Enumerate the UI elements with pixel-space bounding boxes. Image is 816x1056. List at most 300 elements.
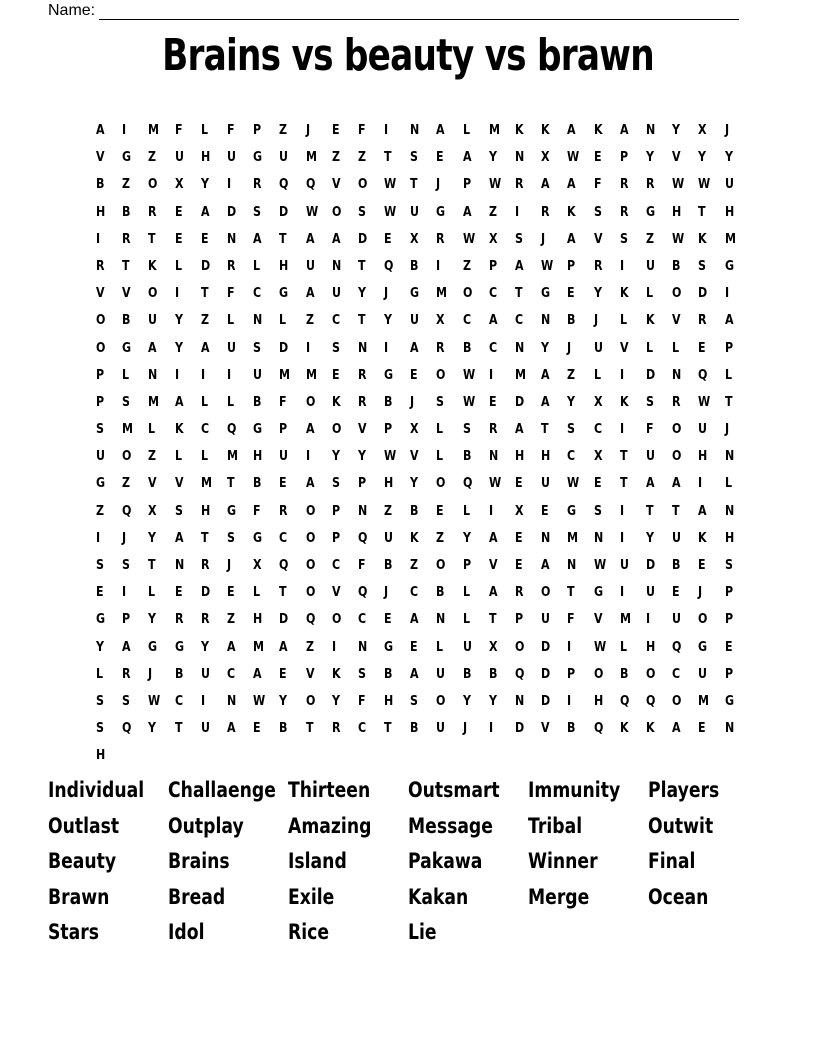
grid-letter[interactable]: O <box>645 666 656 682</box>
grid-letter[interactable]: I <box>619 585 624 601</box>
grid-letter[interactable]: S <box>410 150 419 166</box>
grid-letter[interactable]: B <box>122 313 131 329</box>
grid-letter[interactable]: X <box>698 123 707 138</box>
grid-letter[interactable]: C <box>462 313 471 329</box>
grid-letter[interactable]: H <box>279 258 289 274</box>
grid-letter[interactable]: I <box>645 612 651 628</box>
grid-letter[interactable]: G <box>174 639 184 655</box>
grid-letter[interactable]: U <box>541 612 551 628</box>
grid-letter[interactable]: C <box>593 422 602 438</box>
grid-letter[interactable]: E <box>200 231 209 247</box>
grid-letter[interactable]: Y <box>462 693 471 709</box>
grid-letter[interactable]: C <box>253 286 262 302</box>
grid-letter[interactable]: Y <box>331 693 340 709</box>
grid-letter[interactable]: A <box>567 123 576 138</box>
grid-letter[interactable]: Y <box>148 530 157 546</box>
grid-letter[interactable]: A <box>226 639 236 655</box>
grid-letter[interactable]: W <box>672 231 685 247</box>
grid-letter[interactable]: F <box>253 503 261 519</box>
grid-letter[interactable]: J <box>436 177 441 193</box>
grid-letter[interactable]: R <box>226 258 236 274</box>
grid-letter[interactable]: T <box>148 558 156 573</box>
grid-letter[interactable]: S <box>331 340 340 356</box>
grid-letter[interactable]: I <box>619 258 624 274</box>
grid-letter[interactable]: O <box>698 612 708 628</box>
grid-letter[interactable]: G <box>593 585 603 601</box>
grid-letter[interactable]: Q <box>305 177 315 193</box>
grid-letter[interactable]: H <box>96 204 106 220</box>
grid-letter[interactable]: L <box>226 313 234 329</box>
grid-letter[interactable]: A <box>96 123 105 138</box>
grid-letter[interactable]: O <box>305 503 315 519</box>
grid-letter[interactable]: P <box>567 666 576 682</box>
grid-letter[interactable]: P <box>96 367 105 383</box>
grid-letter[interactable]: U <box>226 340 236 356</box>
grid-letter[interactable]: I <box>305 340 310 356</box>
grid-letter[interactable]: X <box>410 422 419 438</box>
grid-letter[interactable]: A <box>672 721 681 737</box>
grid-letter[interactable]: B <box>462 666 472 682</box>
grid-letter[interactable]: G <box>698 639 708 655</box>
grid-letter[interactable]: C <box>488 286 497 302</box>
grid-letter[interactable]: A <box>645 476 655 492</box>
grid-letter[interactable]: S <box>122 394 131 410</box>
grid-letter[interactable]: W <box>148 693 161 709</box>
grid-letter[interactable]: I <box>96 231 101 247</box>
grid-letter[interactable]: Z <box>462 258 471 274</box>
grid-letter[interactable]: A <box>462 204 472 220</box>
grid-letter[interactable]: P <box>724 340 733 356</box>
grid-letter[interactable]: N <box>724 721 734 737</box>
grid-letter[interactable]: L <box>462 123 470 138</box>
grid-letter[interactable]: N <box>724 503 734 519</box>
grid-letter[interactable]: S <box>253 340 262 356</box>
grid-letter[interactable]: E <box>593 150 602 166</box>
grid-letter[interactable]: I <box>122 585 127 601</box>
grid-letter[interactable]: Q <box>122 503 132 519</box>
grid-letter[interactable]: B <box>410 503 419 519</box>
grid-letter[interactable]: A <box>279 639 288 655</box>
grid-letter[interactable]: S <box>724 558 733 573</box>
grid-letter[interactable]: D <box>541 693 551 709</box>
grid-letter[interactable]: I <box>619 530 624 546</box>
grid-letter[interactable]: W <box>593 558 606 573</box>
grid-letter[interactable]: I <box>96 530 101 546</box>
grid-letter[interactable]: M <box>200 476 212 492</box>
grid-letter[interactable]: A <box>200 204 210 220</box>
grid-letter[interactable]: O <box>331 204 342 220</box>
grid-letter[interactable]: N <box>226 231 237 247</box>
grid-letter[interactable]: B <box>567 721 576 737</box>
grid-letter[interactable]: O <box>672 286 682 302</box>
grid-letter[interactable]: L <box>436 422 444 438</box>
grid-letter[interactable]: N <box>541 313 551 329</box>
grid-letter[interactable]: W <box>567 150 580 166</box>
grid-letter[interactable]: F <box>357 693 366 709</box>
grid-letter[interactable]: L <box>200 449 208 465</box>
grid-letter[interactable]: Y <box>645 530 654 546</box>
grid-letter[interactable]: I <box>619 503 624 519</box>
grid-letter[interactable]: R <box>436 231 445 247</box>
grid-letter[interactable]: X <box>174 177 184 193</box>
grid-letter[interactable]: O <box>462 286 473 302</box>
grid-letter[interactable]: Z <box>148 449 157 465</box>
grid-letter[interactable]: P <box>384 422 393 438</box>
grid-letter[interactable]: P <box>619 150 628 166</box>
grid-letter[interactable]: S <box>96 721 104 737</box>
grid-letter[interactable]: B <box>410 721 419 737</box>
grid-letter[interactable]: B <box>253 394 262 410</box>
grid-letter[interactable]: T <box>698 204 706 220</box>
grid-letter[interactable]: T <box>619 476 628 492</box>
grid-letter[interactable]: W <box>384 204 397 220</box>
grid-letter[interactable]: R <box>698 313 707 329</box>
grid-letter[interactable]: Y <box>384 313 393 329</box>
grid-letter[interactable]: P <box>724 666 733 682</box>
grid-letter[interactable]: H <box>698 449 708 465</box>
grid-letter[interactable]: Z <box>567 367 576 383</box>
grid-letter[interactable]: Z <box>305 313 314 329</box>
grid-letter[interactable]: S <box>436 394 445 410</box>
grid-letter[interactable]: O <box>672 449 682 465</box>
grid-letter[interactable]: Z <box>122 177 131 193</box>
grid-letter[interactable]: P <box>279 422 288 438</box>
grid-letter[interactable]: S <box>645 394 654 410</box>
grid-letter[interactable]: P <box>724 585 733 601</box>
grid-letter[interactable]: A <box>541 558 550 573</box>
grid-letter[interactable]: D <box>279 340 289 356</box>
grid-letter[interactable]: X <box>515 503 524 519</box>
grid-letter[interactable]: B <box>279 721 288 737</box>
grid-letter[interactable]: R <box>593 258 603 274</box>
grid-letter[interactable]: L <box>174 449 182 465</box>
grid-letter[interactable]: M <box>148 394 160 410</box>
grid-letter[interactable]: D <box>698 286 708 302</box>
grid-letter[interactable]: J <box>226 558 232 573</box>
grid-letter[interactable]: S <box>357 666 366 682</box>
grid-letter[interactable]: A <box>305 422 315 438</box>
grid-letter[interactable]: Y <box>410 476 419 492</box>
grid-letter[interactable]: K <box>331 394 341 410</box>
name-line[interactable] <box>99 4 739 20</box>
grid-letter[interactable]: I <box>331 639 336 655</box>
grid-letter[interactable]: Y <box>148 612 157 628</box>
grid-letter[interactable]: E <box>253 721 261 737</box>
grid-letter[interactable]: Y <box>488 150 497 166</box>
grid-letter[interactable]: J <box>148 666 153 682</box>
grid-letter[interactable]: U <box>96 449 105 465</box>
grid-letter[interactable]: Z <box>226 612 235 628</box>
grid-letter[interactable]: H <box>96 748 106 764</box>
grid-letter[interactable]: H <box>253 612 263 628</box>
grid-letter[interactable]: L <box>593 367 601 383</box>
grid-letter[interactable]: I <box>488 367 493 383</box>
grid-letter[interactable]: K <box>619 394 629 410</box>
grid-letter[interactable]: R <box>122 231 131 247</box>
grid-letter[interactable]: N <box>515 693 525 709</box>
grid-letter[interactable]: X <box>488 639 498 655</box>
grid-letter[interactable]: O <box>305 394 315 410</box>
grid-letter[interactable]: R <box>619 204 629 220</box>
grid-letter[interactable]: T <box>357 313 366 329</box>
grid-letter[interactable]: C <box>279 530 288 546</box>
grid-letter[interactable]: P <box>357 476 366 492</box>
grid-letter[interactable]: I <box>384 340 389 356</box>
grid-letter[interactable]: I <box>174 367 179 383</box>
grid-letter[interactable]: W <box>384 177 397 193</box>
grid-letter[interactable]: E <box>515 558 523 573</box>
grid-letter[interactable]: E <box>593 476 602 492</box>
grid-letter[interactable]: P <box>488 258 497 274</box>
grid-letter[interactable]: V <box>593 612 603 628</box>
grid-letter[interactable]: K <box>148 258 157 274</box>
grid-letter[interactable]: U <box>148 313 158 329</box>
grid-letter[interactable]: N <box>357 639 368 655</box>
grid-letter[interactable]: L <box>619 639 627 655</box>
grid-letter[interactable]: E <box>174 231 183 247</box>
grid-letter[interactable]: S <box>96 693 104 709</box>
grid-letter[interactable]: X <box>436 313 445 329</box>
grid-letter[interactable]: T <box>724 394 733 410</box>
grid-letter[interactable]: Y <box>148 721 157 737</box>
grid-letter[interactable]: V <box>148 476 157 492</box>
grid-letter[interactable]: G <box>384 367 394 383</box>
grid-letter[interactable]: S <box>462 422 471 438</box>
grid-letter[interactable]: N <box>357 340 368 356</box>
grid-letter[interactable]: J <box>462 721 467 737</box>
grid-letter[interactable]: P <box>331 503 340 519</box>
grid-letter[interactable]: C <box>174 693 183 709</box>
grid-letter[interactable]: G <box>384 639 394 655</box>
grid-letter[interactable]: A <box>488 585 498 601</box>
grid-letter[interactable]: G <box>96 476 106 492</box>
grid-letter[interactable]: A <box>174 530 184 546</box>
grid-letter[interactable]: Z <box>357 150 366 166</box>
grid-letter[interactable]: A <box>515 422 524 438</box>
grid-letter[interactable]: L <box>174 258 182 274</box>
grid-letter[interactable]: Q <box>279 558 289 573</box>
grid-letter[interactable]: M <box>488 123 500 138</box>
grid-letter[interactable]: O <box>305 693 315 709</box>
grid-letter[interactable]: V <box>619 340 629 356</box>
grid-letter[interactable]: T <box>567 585 575 601</box>
grid-letter[interactable]: G <box>96 612 106 628</box>
grid-letter[interactable]: T <box>305 721 314 737</box>
grid-letter[interactable]: J <box>384 585 389 601</box>
grid-letter[interactable]: U <box>279 449 289 465</box>
grid-letter[interactable]: R <box>122 666 131 682</box>
grid-letter[interactable]: W <box>672 177 685 193</box>
grid-letter[interactable]: Y <box>698 150 707 166</box>
grid-letter[interactable]: P <box>567 258 576 274</box>
grid-letter[interactable]: A <box>305 286 315 302</box>
grid-letter[interactable]: M <box>305 367 317 383</box>
grid-letter[interactable]: V <box>541 721 550 737</box>
grid-letter[interactable]: Z <box>331 150 340 166</box>
grid-letter[interactable]: V <box>96 286 105 302</box>
grid-letter[interactable]: E <box>174 204 183 220</box>
grid-letter[interactable]: Q <box>462 476 473 492</box>
grid-letter[interactable]: U <box>436 666 446 682</box>
grid-letter[interactable]: A <box>436 123 445 138</box>
grid-letter[interactable]: Z <box>96 503 105 519</box>
grid-letter[interactable]: N <box>357 503 368 519</box>
grid-letter[interactable]: G <box>253 422 263 438</box>
grid-letter[interactable]: E <box>488 394 497 410</box>
grid-letter[interactable]: H <box>200 150 211 166</box>
grid-letter[interactable]: U <box>410 204 420 220</box>
grid-letter[interactable]: H <box>384 693 394 709</box>
grid-letter[interactable]: R <box>200 558 210 573</box>
grid-letter[interactable]: U <box>672 530 682 546</box>
grid-letter[interactable]: A <box>331 231 341 247</box>
grid-letter[interactable]: Q <box>305 612 315 628</box>
grid-letter[interactable]: R <box>174 612 184 628</box>
grid-letter[interactable]: A <box>462 150 472 166</box>
grid-letter[interactable]: B <box>619 666 629 682</box>
grid-letter[interactable]: N <box>724 449 734 465</box>
grid-letter[interactable]: T <box>122 258 130 274</box>
grid-letter[interactable]: C <box>200 422 209 438</box>
grid-letter[interactable]: T <box>410 177 418 193</box>
grid-letter[interactable]: Y <box>567 394 576 410</box>
grid-letter[interactable]: U <box>200 666 210 682</box>
grid-letter[interactable]: A <box>200 340 210 356</box>
grid-letter[interactable]: K <box>515 123 524 138</box>
grid-letter[interactable]: Y <box>200 639 209 655</box>
grid-letter[interactable]: M <box>148 123 160 138</box>
grid-letter[interactable]: E <box>410 639 418 655</box>
grid-letter[interactable]: C <box>488 340 497 356</box>
grid-letter[interactable]: Q <box>672 639 682 655</box>
grid-letter[interactable]: S <box>122 693 131 709</box>
grid-letter[interactable]: U <box>279 150 289 166</box>
grid-letter[interactable]: F <box>357 123 366 138</box>
grid-letter[interactable]: G <box>645 204 656 220</box>
grid-letter[interactable]: A <box>488 530 498 546</box>
grid-letter[interactable]: I <box>567 693 572 709</box>
grid-letter[interactable]: C <box>226 666 236 682</box>
grid-letter[interactable]: D <box>279 204 289 220</box>
grid-letter[interactable]: X <box>148 503 157 519</box>
grid-letter[interactable]: O <box>331 612 342 628</box>
grid-letter[interactable]: Y <box>279 693 288 709</box>
grid-letter[interactable]: K <box>698 231 707 247</box>
grid-letter[interactable]: S <box>593 503 602 519</box>
grid-letter[interactable]: V <box>672 150 681 166</box>
grid-letter[interactable]: Y <box>541 340 550 356</box>
grid-letter[interactable]: Q <box>698 367 708 383</box>
grid-letter[interactable]: S <box>567 422 576 438</box>
grid-letter[interactable]: Y <box>357 449 366 465</box>
grid-letter[interactable]: L <box>462 585 470 601</box>
grid-letter[interactable]: Q <box>593 721 603 737</box>
grid-letter[interactable]: K <box>698 530 707 546</box>
grid-letter[interactable]: D <box>200 258 210 274</box>
grid-letter[interactable]: Y <box>488 693 497 709</box>
grid-letter[interactable]: J <box>122 530 127 546</box>
grid-letter[interactable]: G <box>410 286 420 302</box>
grid-letter[interactable]: N <box>253 313 263 329</box>
grid-letter[interactable]: E <box>96 585 104 601</box>
grid-letter[interactable]: L <box>279 313 287 329</box>
grid-letter[interactable]: E <box>541 503 549 519</box>
grid-letter[interactable]: D <box>541 666 551 682</box>
grid-letter[interactable]: O <box>515 639 525 655</box>
grid-letter[interactable]: U <box>410 313 420 329</box>
grid-letter[interactable]: R <box>645 177 655 193</box>
grid-letter[interactable]: W <box>698 177 711 193</box>
grid-letter[interactable]: S <box>96 422 104 438</box>
grid-letter[interactable]: G <box>541 286 551 302</box>
grid-letter[interactable]: V <box>672 313 681 329</box>
grid-letter[interactable]: K <box>567 204 576 220</box>
grid-letter[interactable]: W <box>567 476 580 492</box>
grid-letter[interactable]: P <box>515 612 524 628</box>
grid-letter[interactable]: S <box>698 258 707 274</box>
grid-letter[interactable]: A <box>488 313 498 329</box>
grid-letter[interactable]: N <box>410 123 420 138</box>
grid-letter[interactable]: E <box>174 585 183 601</box>
grid-letter[interactable]: A <box>619 123 629 138</box>
grid-letter[interactable]: F <box>174 123 183 138</box>
grid-letter[interactable]: B <box>672 558 681 573</box>
grid-letter[interactable]: O <box>122 449 132 465</box>
grid-letter[interactable]: N <box>567 558 577 573</box>
grid-letter[interactable]: U <box>200 721 210 737</box>
grid-letter[interactable]: Z <box>410 558 419 573</box>
grid-letter[interactable]: U <box>645 258 655 274</box>
grid-letter[interactable]: B <box>96 177 105 193</box>
grid-letter[interactable]: F <box>567 612 575 628</box>
grid-letter[interactable]: E <box>410 367 418 383</box>
grid-letter[interactable]: S <box>253 204 262 220</box>
grid-letter[interactable]: T <box>279 231 287 247</box>
grid-letter[interactable]: A <box>253 666 262 682</box>
grid-letter[interactable]: N <box>488 449 499 465</box>
grid-letter[interactable]: T <box>645 503 654 519</box>
grid-letter[interactable]: R <box>515 177 524 193</box>
grid-letter[interactable]: A <box>122 639 131 655</box>
grid-letter[interactable]: F <box>593 177 602 193</box>
grid-letter[interactable]: U <box>541 476 551 492</box>
grid-letter[interactable]: D <box>645 367 656 383</box>
grid-letter[interactable]: H <box>200 503 211 519</box>
grid-letter[interactable]: A <box>698 503 707 519</box>
grid-letter[interactable]: A <box>567 231 576 247</box>
grid-letter[interactable]: C <box>567 449 576 465</box>
grid-letter[interactable]: Z <box>200 313 209 329</box>
grid-letter[interactable]: G <box>148 639 158 655</box>
grid-letter[interactable]: X <box>593 394 603 410</box>
grid-letter[interactable]: Q <box>122 721 132 737</box>
grid-letter[interactable]: R <box>436 340 445 356</box>
grid-letter[interactable]: I <box>200 367 205 383</box>
grid-letter[interactable]: N <box>226 693 237 709</box>
grid-letter[interactable]: E <box>567 286 575 302</box>
grid-letter[interactable]: C <box>515 313 524 329</box>
grid-letter[interactable]: I <box>226 367 232 383</box>
grid-letter[interactable]: L <box>462 503 470 519</box>
grid-letter[interactable]: R <box>200 612 210 628</box>
grid-letter[interactable]: R <box>619 177 629 193</box>
grid-letter[interactable]: S <box>593 204 602 220</box>
grid-letter[interactable]: U <box>645 449 655 465</box>
grid-letter[interactable]: O <box>436 367 446 383</box>
grid-letter[interactable]: L <box>619 313 627 329</box>
grid-letter[interactable]: R <box>253 177 262 193</box>
grid-letter[interactable]: E <box>384 231 392 247</box>
